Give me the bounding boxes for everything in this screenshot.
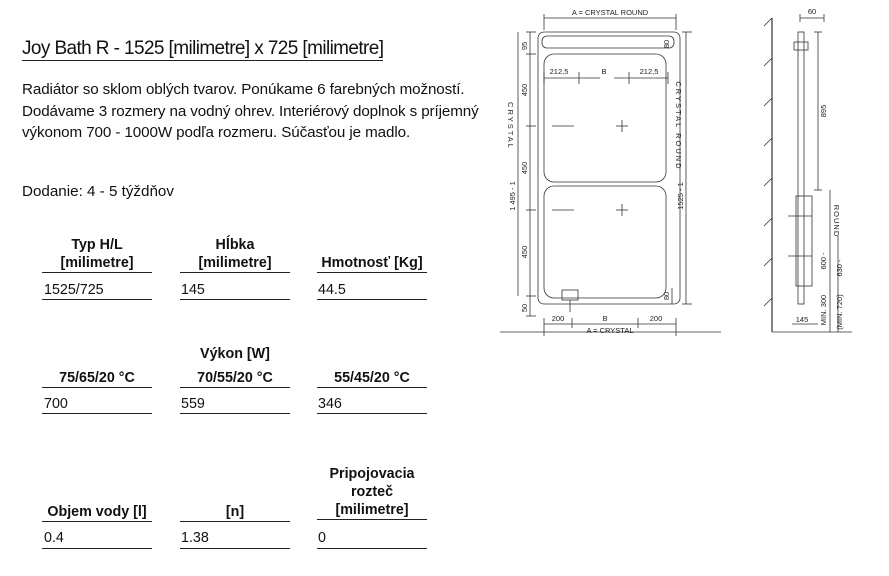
label-crystal: CRYSTAL <box>506 102 515 150</box>
table1-col2-divider <box>180 299 290 300</box>
table2-col2-header: 70/55/20 °C <box>180 369 290 388</box>
lower-panel <box>544 186 666 298</box>
table3-col3-header-line2: rozteč <box>350 484 394 500</box>
technical-drawing <box>496 6 856 340</box>
table3-col3-value: 0 <box>318 530 326 546</box>
table2-col3-value: 346 <box>318 396 342 412</box>
table1-col3-value: 44.5 <box>318 282 346 298</box>
dim-50: 50 <box>520 303 529 313</box>
dim-80-top: 80 <box>662 39 671 49</box>
table1-col3-header: Hmotnosť [Kg] <box>317 254 427 273</box>
table1-col2-header-line1: Hĺbka <box>215 237 255 253</box>
table3-col3-header <box>317 465 427 520</box>
table3-col3-divider <box>317 548 427 549</box>
dim-2125-right: 212,5 <box>639 67 659 76</box>
table3-col3-header-line1: Pripojovacia <box>329 466 415 482</box>
table3-col3-header-line3: [milimetre] <box>335 502 409 518</box>
side-dim-60: 60 <box>807 7 817 16</box>
table3-col2-divider <box>180 548 290 549</box>
table3-col2-value: 1.38 <box>181 530 209 546</box>
table1-col1-header-line1: Typ H/L <box>71 237 123 253</box>
dim-2125-left: 212,5 <box>549 67 569 76</box>
dim-450-b: 450 <box>520 161 529 175</box>
table2-group-header: Výkon [W] <box>200 346 270 362</box>
dim-1495: 1 495 - 1 <box>508 181 517 211</box>
product-description: Radiátor so sklom oblých tvarov. Ponúkame 6 farebných možností. Dodávame 3 rozmery na vodný ohrev. Interiérový doplnok s príjemný výkonom 700 - 1000W podľa rozmeru. Súčasťou je madlo. <box>22 81 479 141</box>
side-dim-600: 600 - <box>819 252 828 270</box>
dim-95: 95 <box>520 41 529 51</box>
side-dim-145: 145 <box>795 315 809 324</box>
table1-col1-divider <box>42 299 152 300</box>
table2-col3-divider <box>317 413 427 414</box>
table2-col1-value: 700 <box>44 396 68 412</box>
table1-col2-value: 145 <box>181 282 205 298</box>
table3-col1-divider <box>42 548 152 549</box>
dim-top-label: A = CRYSTAL ROUND <box>571 8 649 17</box>
radiator-handle <box>542 36 674 48</box>
dim-450-a: 450 <box>520 83 529 97</box>
table1-col2-header-line2: [milimetre] <box>198 255 272 271</box>
label-crystal-round: CRYSTAL ROUND <box>674 81 683 171</box>
side-dim-630: 630 - <box>835 259 844 277</box>
table1-col3-divider <box>317 299 427 300</box>
side-dim-min720: (MIN. 720) <box>835 294 844 330</box>
dim-b-top: B <box>601 67 607 76</box>
table3-col1-value: 0.4 <box>44 530 64 546</box>
side-label-round: ROUND <box>832 204 841 238</box>
table2-col2-value: 559 <box>181 396 205 412</box>
side-dim-895: 895 <box>819 104 828 118</box>
dim-450-c: 450 <box>520 245 529 259</box>
side-dim-min300: MIN. 300 <box>819 294 828 326</box>
dim-1525: 1525 - 1 <box>676 182 685 210</box>
table3-col1-header: Objem vody [l] <box>42 503 152 522</box>
table3-col2-header: [n] <box>180 503 290 522</box>
table1-col1-header <box>42 236 152 273</box>
dim-200-right: 200 <box>649 314 663 323</box>
table2-col1-divider <box>42 413 152 414</box>
dim-b-bottom: B <box>602 314 608 323</box>
dim-80-bottom: 80 <box>662 291 671 301</box>
table1-col1-value: 1525/725 <box>44 282 104 298</box>
dim-bottom-label: A = CRYSTAL <box>586 326 634 335</box>
table2-col1-header: 75/65/20 °C <box>42 369 152 388</box>
table1-col2-header <box>180 236 290 273</box>
delivery-time: Dodanie: 4 - 5 týždňov <box>22 183 174 200</box>
page-title: Joy Bath R - 1525 [milimetre] x 725 [milimetre] <box>22 38 384 59</box>
table2-col3-header: 55/45/20 °C <box>317 369 427 388</box>
table2-col2-divider <box>180 413 290 414</box>
table1-col1-header-line2: [milimetre] <box>60 255 134 271</box>
dim-200-left: 200 <box>551 314 565 323</box>
